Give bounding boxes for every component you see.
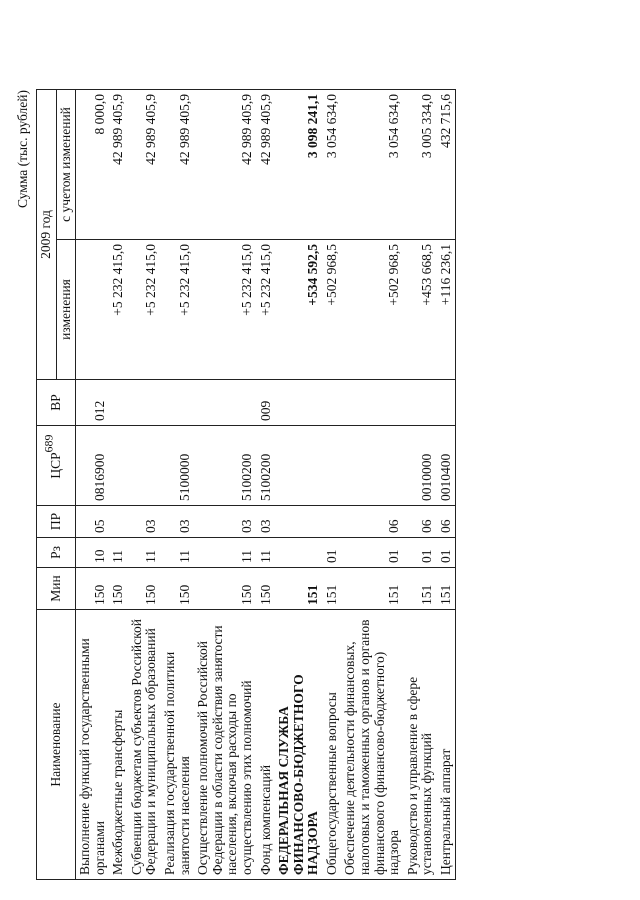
cell-total: 42 989 405,9 — [109, 90, 128, 240]
cell-total: 42 989 405,9 — [257, 90, 276, 240]
cell-vr — [404, 380, 437, 426]
page-number: 689 — [41, 434, 56, 453]
table-body — [76, 90, 456, 880]
table-row — [404, 90, 437, 880]
cell-change: +5 232 415,0 — [257, 240, 276, 380]
header-year: 2009 год — [37, 90, 57, 380]
cell-csr — [109, 426, 128, 506]
cell-pr: 03 — [257, 506, 276, 538]
cell-csr — [128, 426, 161, 506]
cell-pr: 06 — [404, 506, 437, 538]
cell-change: +5 232 415,0 — [161, 240, 194, 380]
cell-pr: 03 — [128, 506, 161, 538]
cell-change: +534 592,5 — [275, 240, 323, 380]
cell-rz: 01 — [323, 538, 342, 568]
cell-total: 42 989 405,9 — [194, 90, 256, 240]
header-rz: Рз — [37, 538, 76, 568]
table-row — [323, 90, 342, 880]
header-min: Мин — [37, 568, 76, 610]
cell-csr — [323, 426, 342, 506]
cell-vr — [437, 380, 456, 426]
cell-name: Субвенции бюджетам субъектов Российской Федерации и муниципальных образований — [128, 610, 161, 880]
table-header — [37, 90, 76, 880]
cell-rz: 11 — [194, 538, 256, 568]
cell-total: 432 715,6 — [437, 90, 456, 240]
header-name: Наименование — [37, 610, 76, 880]
cell-min: 150 — [161, 568, 194, 610]
cell-name: Межбюджетные трансферты — [109, 610, 128, 880]
cell-rz: 01 — [341, 538, 403, 568]
cell-min: 151 — [437, 568, 456, 610]
rotated-page-content — [15, 90, 490, 880]
cell-change: +502 968,5 — [341, 240, 403, 380]
cell-pr — [275, 506, 323, 538]
cell-vr: 009 — [257, 380, 276, 426]
cell-pr — [323, 506, 342, 538]
cell-csr: 0010000 — [404, 426, 437, 506]
cell-rz: 11 — [128, 538, 161, 568]
cell-pr: 06 — [437, 506, 456, 538]
cell-vr — [161, 380, 194, 426]
cell-total: 42 989 405,9 — [128, 90, 161, 240]
cell-change: +5 232 415,0 — [109, 240, 128, 380]
cell-name: Осуществление полномочий Российской Федерации в области содействия занятости населения, включая расходы по осуществлению этих полномочий — [194, 610, 256, 880]
cell-change: +453 668,5 — [404, 240, 437, 380]
table-row — [437, 90, 456, 880]
cell-rz: 10 — [76, 538, 110, 568]
table-row — [257, 90, 276, 880]
table-row — [161, 90, 194, 880]
cell-total: 3 005 334,0 — [404, 90, 437, 240]
table-row — [128, 90, 161, 880]
cell-csr: 5100200 — [194, 426, 256, 506]
cell-total: 3 098 241,1 — [275, 90, 323, 240]
cell-total: 3 054 634,0 — [341, 90, 403, 240]
cell-name: Реализация государственной политики занятости населения — [161, 610, 194, 880]
cell-vr — [323, 380, 342, 426]
cell-name: Руководство и управление в сфере установленных функций — [404, 610, 437, 880]
table-row — [275, 90, 323, 880]
cell-csr — [341, 426, 403, 506]
cell-min: 151 — [323, 568, 342, 610]
cell-min: 150 — [109, 568, 128, 610]
cell-pr: 03 — [194, 506, 256, 538]
cell-csr — [275, 426, 323, 506]
cell-name: Центральный аппарат — [437, 610, 456, 880]
cell-min: 150 — [257, 568, 276, 610]
cell-min: 151 — [404, 568, 437, 610]
cell-vr — [341, 380, 403, 426]
header-csr: ЦСР — [37, 426, 76, 506]
table-row — [76, 90, 110, 880]
cell-change: +502 968,5 — [323, 240, 342, 380]
header-with-changes: с учетом изменений — [56, 90, 76, 240]
cell-total: 42 989 405,9 — [161, 90, 194, 240]
unit-label: Сумма (тыс. рублей) — [15, 90, 30, 208]
cell-rz: 01 — [437, 538, 456, 568]
cell-name: Фонд компенсаций — [257, 610, 276, 880]
cell-pr: 06 — [341, 506, 403, 538]
cell-min: 151 — [275, 568, 323, 610]
cell-csr: 5100200 — [257, 426, 276, 506]
cell-total: 3 054 634,0 — [323, 90, 342, 240]
cell-vr — [194, 380, 256, 426]
cell-change — [76, 240, 110, 380]
cell-rz: 11 — [109, 538, 128, 568]
cell-csr: 5100000 — [161, 426, 194, 506]
cell-pr: 03 — [161, 506, 194, 538]
cell-pr: 05 — [76, 506, 110, 538]
cell-rz: 11 — [161, 538, 194, 568]
table-row — [194, 90, 256, 880]
cell-name: Выполнение функций государственными органами — [76, 610, 110, 880]
cell-vr — [109, 380, 128, 426]
cell-vr: 012 — [76, 380, 110, 426]
cell-name: Обеспечение деятельности финансовых, налоговых и таможенных органов и органов финансового (финансово-бюджетного) надзора — [341, 610, 403, 880]
cell-vr — [275, 380, 323, 426]
header-vr: ВР — [37, 380, 76, 426]
cell-csr: 0010400 — [437, 426, 456, 506]
cell-rz — [275, 538, 323, 568]
cell-change: +116 236,1 — [437, 240, 456, 380]
cell-change: +5 232 415,0 — [128, 240, 161, 380]
cell-min: 150 — [76, 568, 110, 610]
table-row — [341, 90, 403, 880]
cell-name: Общегосударственные вопросы — [323, 610, 342, 880]
header-changes: изменения — [56, 240, 76, 380]
cell-min: 150 — [128, 568, 161, 610]
table-row — [109, 90, 128, 880]
cell-csr: 0816900 — [76, 426, 110, 506]
cell-rz: 01 — [404, 538, 437, 568]
cell-total: 8 000,0 — [76, 90, 110, 240]
cell-min: 151 — [341, 568, 403, 610]
cell-rz: 11 — [257, 538, 276, 568]
cell-pr — [109, 506, 128, 538]
header-pr: ПР — [37, 506, 76, 538]
cell-name: ФЕДЕРАЛЬНАЯ СЛУЖБА ФИНАНСОВО-БЮДЖЕТНОГО НАДЗОРА — [275, 610, 323, 880]
cell-vr — [128, 380, 161, 426]
cell-change: +5 232 415,0 — [194, 240, 256, 380]
budget-table — [36, 89, 456, 880]
cell-min: 150 — [194, 568, 256, 610]
